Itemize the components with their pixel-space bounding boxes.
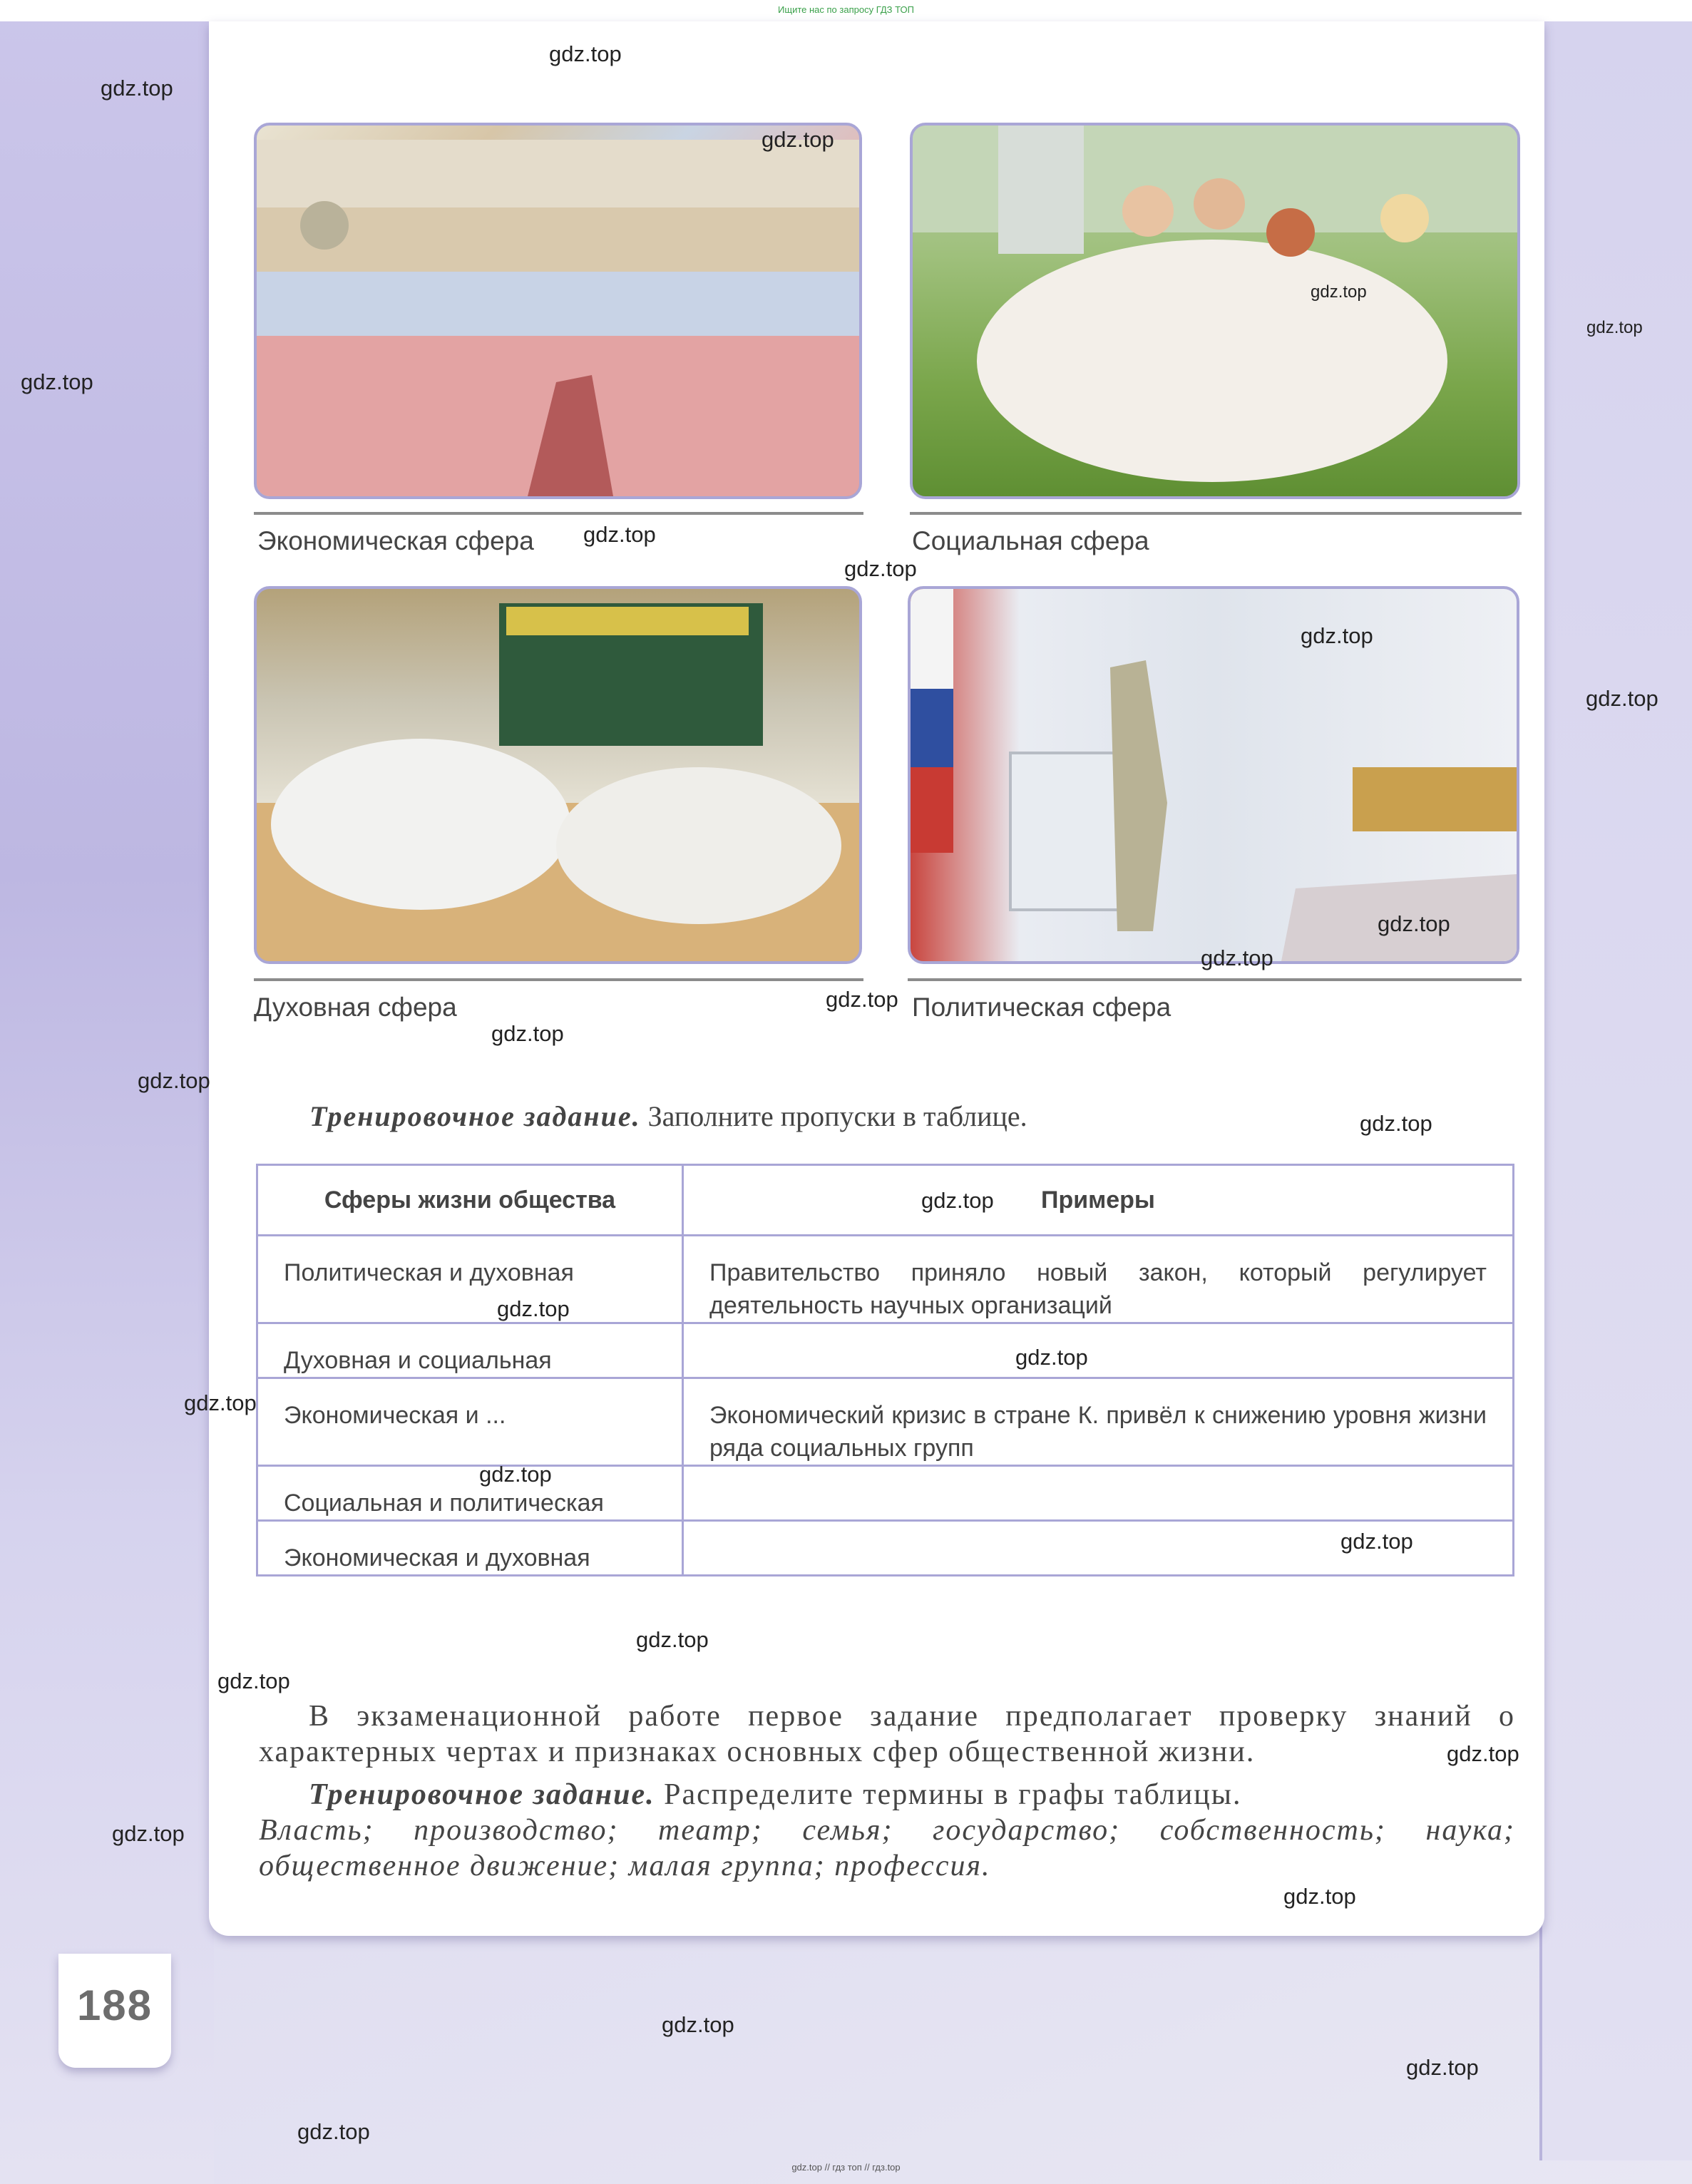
watermark: gdz.top (1447, 1741, 1519, 1766)
table-cell-sphere: Социальная и политическая (257, 1466, 683, 1521)
watermark: gdz.top (1406, 2055, 1479, 2080)
table-cell-sphere: Экономическая и духовная (257, 1521, 683, 1576)
spheres-table (256, 1164, 1514, 1577)
header-note: Ищите нас по запросу ГДЗ ТОП (778, 4, 914, 15)
watermark: gdz.top (184, 1390, 257, 1415)
watermark: gdz.top (549, 41, 622, 66)
watermark: gdz.top (1311, 282, 1367, 302)
watermark: gdz.top (762, 127, 834, 152)
caption-spiritual: Духовная сфера (254, 993, 457, 1022)
right-page-edge (1539, 21, 1692, 2160)
watermark: gdz.top (479, 1462, 552, 1487)
watermark: gdz.top (1301, 623, 1373, 648)
table-cell-sphere: Политическая и духовная (257, 1236, 683, 1323)
caption-rule-social (910, 512, 1522, 515)
page-number: 188 (76, 1982, 153, 2029)
task-1-text: Заполните пропуски в таблице. (640, 1100, 1027, 1132)
watermark: gdz.top (1586, 686, 1658, 711)
political-sphere-photo (908, 586, 1519, 964)
watermark: gdz.top (583, 522, 656, 547)
caption-social: Социальная сфера (912, 526, 1149, 555)
training-task-1 (309, 1099, 1027, 1133)
watermark: gdz.top (636, 1627, 709, 1652)
training-task-2 (259, 1777, 1515, 1884)
table-row (257, 1521, 1514, 1576)
watermark: gdz.top (1201, 945, 1273, 970)
page-number-tab (58, 1954, 171, 2068)
watermark: gdz.top (1378, 911, 1450, 936)
page-card (209, 21, 1544, 1936)
social-sphere-photo (910, 123, 1520, 499)
watermark: gdz.top (1360, 1111, 1432, 1136)
watermark: gdz.top (297, 2119, 370, 2144)
watermark: gdz.top (1340, 1529, 1413, 1554)
table-cell-example-blank[interactable] (683, 1323, 1514, 1378)
watermark: gdz.top (497, 1296, 570, 1321)
watermark: gdz.top (921, 1188, 994, 1213)
table-cell-sphere: Духовная и социальная (257, 1323, 683, 1378)
watermark: gdz.top (101, 76, 173, 101)
caption-rule-spiritual (254, 978, 863, 981)
caption-rule-economic (254, 512, 863, 515)
table-row (257, 1378, 1514, 1466)
watermark: gdz.top (1015, 1345, 1088, 1370)
task-2-label: Тренировочное задание. (309, 1778, 655, 1811)
caption-rule-political (908, 978, 1522, 981)
table-header-examples: Примеры (683, 1165, 1514, 1236)
table-cell-example: Экономический кризис в стране К. привёл к снижению уровня жизни ряда социальных групп (683, 1378, 1514, 1466)
watermark: gdz.top (662, 2012, 734, 2037)
table-header-spheres: Сферы жизни общества (257, 1165, 683, 1236)
watermark: gdz.top (1283, 1884, 1356, 1909)
watermark: gdz.top (491, 1021, 564, 1046)
table-row (257, 1323, 1514, 1378)
exam-paragraph-text: В экзаменационной работе первое задание предполагает проверку знаний о характерных чертах и признаках основных сфер общественной жизни. (259, 1700, 1515, 1768)
table-cell-example-blank[interactable] (683, 1466, 1514, 1521)
economic-sphere-photo (254, 123, 862, 499)
table-row (257, 1466, 1514, 1521)
watermark: gdz.top (112, 1821, 185, 1846)
table-cell-sphere-blank[interactable]: Экономическая и ... (257, 1378, 683, 1466)
table-cell-example: Правительство приняло новый закон, который регулирует деятельность научных организаций (683, 1236, 1514, 1323)
caption-economic: Экономическая сфера (257, 526, 534, 555)
watermark: gdz.top (1586, 318, 1643, 337)
watermark: gdz.top (138, 1068, 210, 1093)
watermark: gdz.top (217, 1668, 290, 1693)
spiritual-sphere-photo (254, 586, 862, 964)
table-row (257, 1236, 1514, 1323)
watermark: gdz.top (21, 369, 93, 394)
task-1-label: Тренировочное задание. (309, 1100, 641, 1132)
watermark: gdz.top (826, 987, 898, 1012)
footer-note: gdz.top // гдз топ // гдз.top (791, 2162, 901, 2173)
task-2-text: Распределите термины в графы таблицы. (655, 1778, 1242, 1811)
caption-political: Политическая сфера (912, 993, 1171, 1022)
watermark: gdz.top (844, 556, 917, 581)
exam-paragraph (259, 1698, 1515, 1770)
task-2-terms: Власть; производство; театр; семья; государство; собственность; наука; общественное движение; малая группа; профессия. (259, 1814, 1515, 1882)
